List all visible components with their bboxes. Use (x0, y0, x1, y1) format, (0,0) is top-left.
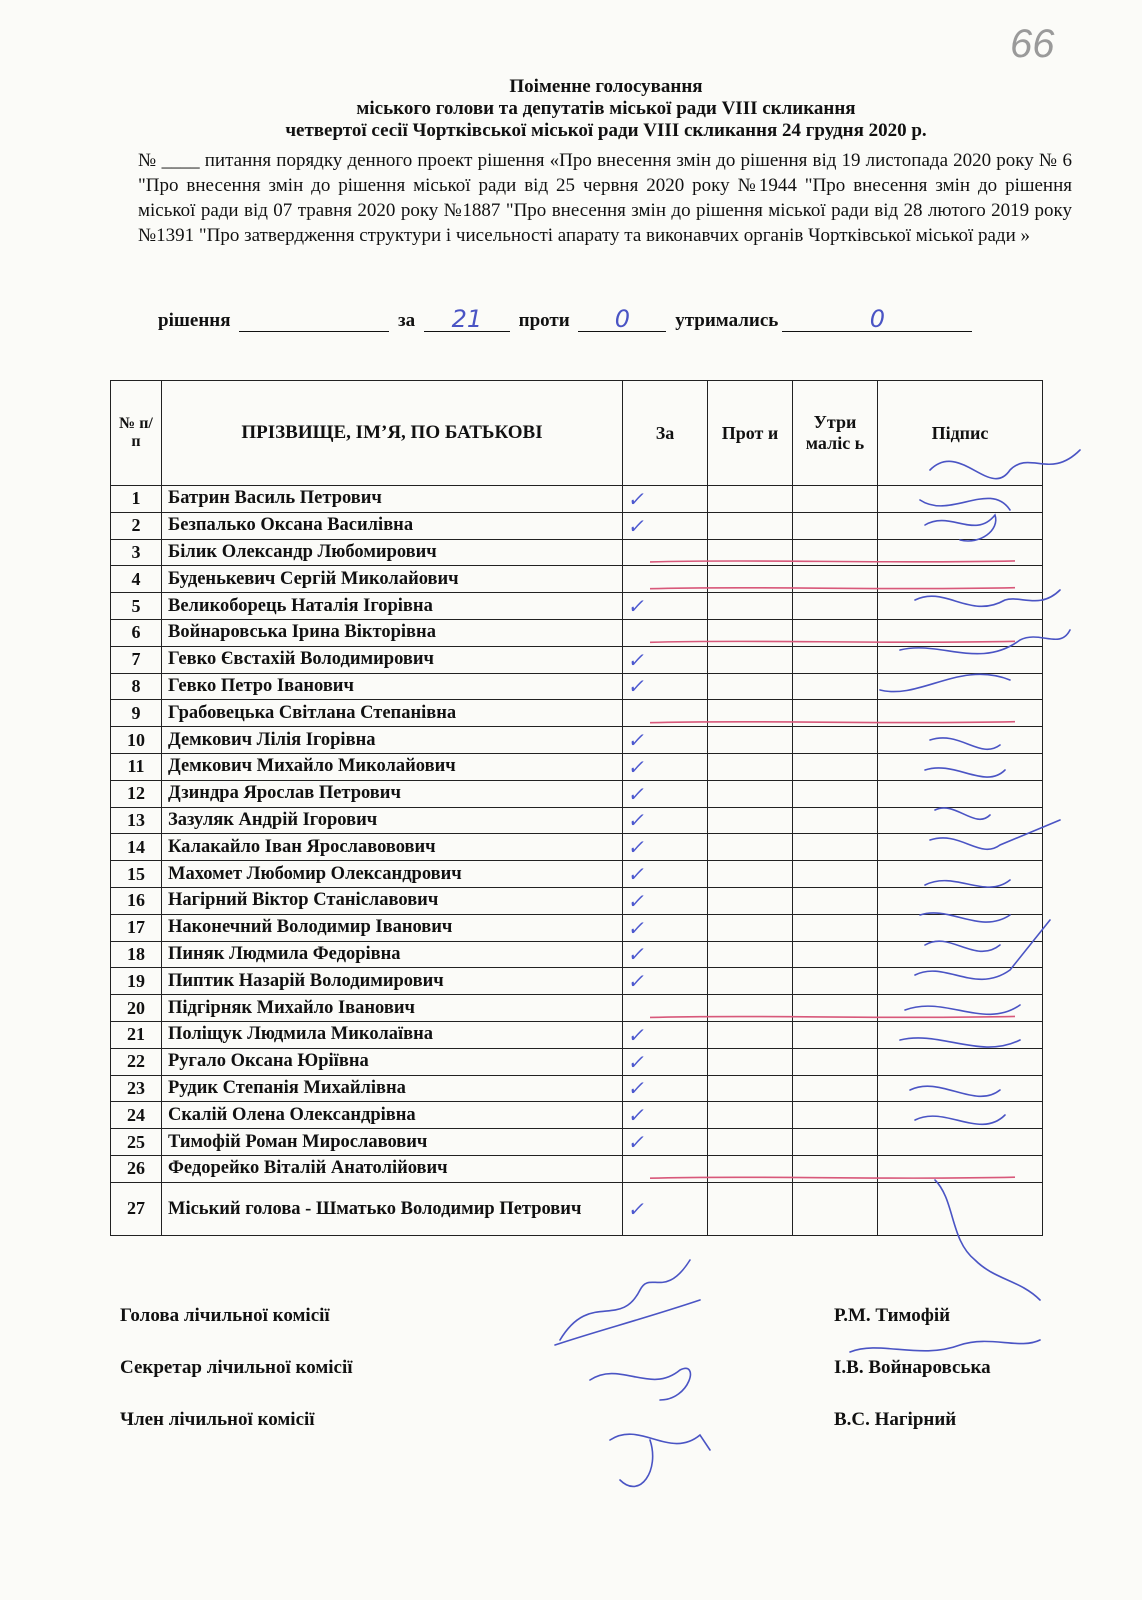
row-for-cell (623, 995, 708, 1022)
row-number: 12 (111, 780, 162, 807)
commission-role: Секретар лічильної комісії (120, 1357, 353, 1378)
row-abstain-cell (793, 1048, 878, 1075)
row-abstain-cell (793, 619, 878, 646)
row-against-cell (708, 887, 793, 914)
row-signature-cell (878, 486, 1043, 513)
row-against-cell (708, 1129, 793, 1156)
row-against-cell (708, 914, 793, 941)
row-signature-cell (878, 1182, 1043, 1235)
checkmark-icon: ✓ (626, 942, 649, 967)
checkmark-icon: ✓ (626, 835, 649, 860)
row-abstain-cell (793, 780, 878, 807)
row-name: Скалій Олена Олександрівна (162, 1102, 623, 1129)
decision-label: рішення (158, 310, 231, 331)
row-name: Федорейко Віталій Анатолійович (162, 1155, 623, 1182)
table-row (111, 593, 1043, 620)
table-row (111, 512, 1043, 539)
table-row (111, 727, 1043, 754)
row-name: Буденькевич Сергій Миколайович (162, 566, 623, 593)
table-row (111, 834, 1043, 861)
header-title: Поіменне голосування (509, 76, 703, 97)
row-abstain-cell (793, 646, 878, 673)
commission-row (120, 1357, 1020, 1409)
row-number: 24 (111, 1102, 162, 1129)
for-count-value: 21 (451, 305, 483, 333)
checkmark-icon: ✓ (626, 1049, 649, 1074)
row-number: 13 (111, 807, 162, 834)
table-row (111, 700, 1043, 727)
row-number: 17 (111, 914, 162, 941)
table-row (111, 619, 1043, 646)
row-name: Наконечний Володимир Іванович (162, 914, 623, 941)
commission-person: І.В. Войнаровська (834, 1357, 991, 1378)
row-against-cell (708, 807, 793, 834)
row-against-cell (708, 593, 793, 620)
row-number: 16 (111, 887, 162, 914)
row-number: 6 (111, 619, 162, 646)
row-signature-cell (878, 968, 1043, 995)
row-for-cell (623, 646, 708, 673)
roll-call-table (110, 380, 1043, 1236)
row-signature-cell (878, 887, 1043, 914)
row-against-cell (708, 1075, 793, 1102)
checkmark-icon: ✓ (626, 1103, 649, 1128)
for-count-field (424, 305, 510, 333)
row-for-cell (623, 593, 708, 620)
commission-row (120, 1409, 1020, 1461)
row-number: 2 (111, 512, 162, 539)
commission-row (120, 1305, 1020, 1357)
row-signature-cell (878, 593, 1043, 620)
row-against-cell (708, 968, 793, 995)
checkmark-icon: ✓ (626, 781, 649, 806)
row-signature-cell (878, 834, 1043, 861)
row-name: Нагірний Віктор Станіславович (162, 887, 623, 914)
header-against: Прот и (708, 381, 793, 486)
row-abstain-cell (793, 1182, 878, 1235)
row-number: 3 (111, 539, 162, 566)
table-row (111, 1048, 1043, 1075)
row-signature-cell (878, 780, 1043, 807)
row-signature-cell (878, 539, 1043, 566)
table-row (111, 646, 1043, 673)
row-number: 14 (111, 834, 162, 861)
row-for-cell (623, 1102, 708, 1129)
row-number: 15 (111, 861, 162, 888)
row-against-cell (708, 834, 793, 861)
row-signature-cell (878, 646, 1043, 673)
row-name: Рудик Степанія Михайлівна (162, 1075, 623, 1102)
table-row (111, 995, 1043, 1022)
row-against-cell (708, 995, 793, 1022)
checkmark-icon: ✓ (626, 969, 649, 994)
table-row (111, 941, 1043, 968)
against-label: проти (518, 310, 570, 331)
checkmark-icon: ✓ (626, 1196, 649, 1221)
decision-blank (239, 311, 389, 332)
checkmark-icon: ✓ (626, 862, 649, 887)
abstained-label: утримались (675, 310, 779, 331)
table-row (111, 1021, 1043, 1048)
table-row (111, 1102, 1043, 1129)
row-signature-cell (878, 566, 1043, 593)
row-signature-cell (878, 1102, 1043, 1129)
row-name: Дзиндра Ярослав Петрович (162, 780, 623, 807)
row-for-cell (623, 700, 708, 727)
row-name: Гевко Петро Іванович (162, 673, 623, 700)
row-for-cell (623, 834, 708, 861)
row-name: Войнаровська Ірина Вікторівна (162, 619, 623, 646)
row-against-cell (708, 486, 793, 513)
row-number: 7 (111, 646, 162, 673)
row-number: 20 (111, 995, 162, 1022)
checkmark-icon: ✓ (626, 594, 649, 619)
row-name: Демкович Михайло Миколайович (162, 753, 623, 780)
row-against-cell (708, 646, 793, 673)
row-for-cell (623, 914, 708, 941)
archive-page-number: 66 (1010, 22, 1055, 66)
table-row (111, 968, 1043, 995)
row-signature-cell (878, 1048, 1043, 1075)
commission-person: В.С. Нагірний (834, 1409, 957, 1430)
checkmark-icon: ✓ (626, 1022, 649, 1047)
row-for-cell (623, 968, 708, 995)
table-row (111, 753, 1043, 780)
for-label: за (398, 310, 416, 331)
counting-commission (120, 1305, 1020, 1461)
row-against-cell (708, 727, 793, 754)
row-against-cell (708, 1182, 793, 1235)
checkmark-icon: ✓ (626, 754, 649, 779)
table-row (111, 673, 1043, 700)
against-count-field (578, 305, 666, 333)
table-body (111, 486, 1043, 1236)
table-row (111, 566, 1043, 593)
table-row (111, 807, 1043, 834)
row-abstain-cell (793, 1102, 878, 1129)
row-abstain-cell (793, 593, 878, 620)
row-number: 18 (111, 941, 162, 968)
row-name: Гевко Євстахій Володимирович (162, 646, 623, 673)
agenda-item-text: № ____ питання порядку денного проект рішення «Про внесення змін до рішення від 19 листопада 2020 року № 6 "Про внесення змін до рішення міської ради від 25 червня 2020 року №1944 "Про внесення змін до рішення міської ради від 07 травня 2020 року №1887 "Про внесення змін до рішення міської ради від 28 лютого 2019 року №1391 "Про затвердження структури і чисельності апарату та виконавчих органів Чортківської міської ради » (138, 150, 1072, 246)
checkmark-icon: ✓ (626, 1130, 649, 1155)
checkmark-icon: ✓ (626, 888, 649, 913)
row-against-cell (708, 861, 793, 888)
row-abstain-cell (793, 941, 878, 968)
row-number: 27 (111, 1182, 162, 1235)
row-number: 23 (111, 1075, 162, 1102)
checkmark-icon: ✓ (626, 647, 649, 672)
row-name: Пиняк Людмила Федорівна (162, 941, 623, 968)
row-number: 11 (111, 753, 162, 780)
table-row (111, 887, 1043, 914)
table-row (111, 1182, 1043, 1235)
header-num: № п/п (111, 381, 162, 486)
row-name: Тимофій Роман Мирославович (162, 1129, 623, 1156)
row-for-cell (623, 1075, 708, 1102)
row-number: 19 (111, 968, 162, 995)
row-for-cell (623, 807, 708, 834)
header-abstain: Утри маліс ь (793, 381, 878, 486)
row-abstain-cell (793, 807, 878, 834)
row-signature-cell (878, 512, 1043, 539)
checkmark-icon: ✓ (626, 513, 649, 538)
row-name: Білик Олександр Любомирович (162, 539, 623, 566)
row-number: 9 (111, 700, 162, 727)
header-subtitle: міського голови та депутатів міської ради VIII скликання (356, 98, 856, 119)
row-number: 22 (111, 1048, 162, 1075)
checkmark-icon: ✓ (626, 915, 649, 940)
row-signature-cell (878, 941, 1043, 968)
row-abstain-cell (793, 1021, 878, 1048)
against-count-value: 0 (614, 305, 631, 333)
row-name: Великоборець Наталія Ігорівна (162, 593, 623, 620)
row-name: Підгірняк Михайло Іванович (162, 995, 623, 1022)
row-against-cell (708, 941, 793, 968)
decision-summary (158, 305, 1058, 333)
row-against-cell (708, 700, 793, 727)
row-signature-cell (878, 807, 1043, 834)
checkmark-icon: ✓ (626, 486, 649, 511)
row-abstain-cell (793, 834, 878, 861)
row-signature-cell (878, 619, 1043, 646)
row-abstain-cell (793, 1075, 878, 1102)
row-number: 25 (111, 1129, 162, 1156)
row-abstain-cell (793, 512, 878, 539)
row-name: Безпалько Оксана Василівна (162, 512, 623, 539)
row-for-cell (623, 861, 708, 888)
abstained-count-field (782, 305, 972, 333)
commission-person: Р.М. Тимофій (834, 1305, 951, 1326)
row-for-cell (623, 1182, 708, 1235)
row-number: 10 (111, 727, 162, 754)
row-abstain-cell (793, 861, 878, 888)
row-name: Зазуляк Андрій Ігорович (162, 807, 623, 834)
row-for-cell (623, 486, 708, 513)
table-row (111, 914, 1043, 941)
row-for-cell (623, 727, 708, 754)
commission-role: Член лічильної комісії (120, 1409, 315, 1430)
row-for-cell (623, 619, 708, 646)
row-signature-cell (878, 995, 1043, 1022)
header-for: За (623, 381, 708, 486)
table-row (111, 1075, 1043, 1102)
commission-role: Голова лічильної комісії (120, 1305, 330, 1326)
row-signature-cell (878, 753, 1043, 780)
row-for-cell (623, 1048, 708, 1075)
row-for-cell (623, 780, 708, 807)
row-for-cell (623, 512, 708, 539)
table-row (111, 486, 1043, 513)
row-abstain-cell (793, 1129, 878, 1156)
row-abstain-cell (793, 968, 878, 995)
row-abstain-cell (793, 1155, 878, 1182)
abstained-count-value: 0 (869, 305, 885, 333)
row-signature-cell (878, 914, 1043, 941)
row-abstain-cell (793, 566, 878, 593)
row-for-cell (623, 1021, 708, 1048)
row-abstain-cell (793, 995, 878, 1022)
row-against-cell (708, 1021, 793, 1048)
header-session: четвертої сесії Чортківської міської ради VIII скликання 24 грудня 2020 р. (285, 120, 927, 141)
row-abstain-cell (793, 887, 878, 914)
header-signature: Підпис (878, 381, 1043, 486)
checkmark-icon: ✓ (626, 728, 649, 753)
row-for-cell (623, 1129, 708, 1156)
row-against-cell (708, 1048, 793, 1075)
row-signature-cell (878, 1075, 1043, 1102)
row-for-cell (623, 753, 708, 780)
row-number: 5 (111, 593, 162, 620)
row-name: Ругало Оксана Юріївна (162, 1048, 623, 1075)
row-name: Міський голова - Шматько Володимир Петрович (162, 1182, 623, 1235)
row-for-cell (623, 539, 708, 566)
row-for-cell (623, 887, 708, 914)
row-for-cell (623, 566, 708, 593)
row-name: Пиптик Назарій Володимирович (162, 968, 623, 995)
row-name: Поліщук Людмила Миколаївна (162, 1021, 623, 1048)
row-signature-cell (878, 1021, 1043, 1048)
row-for-cell (623, 673, 708, 700)
row-abstain-cell (793, 753, 878, 780)
row-name: Калакайло Іван Ярославовович (162, 834, 623, 861)
row-signature-cell (878, 861, 1043, 888)
row-abstain-cell (793, 700, 878, 727)
row-number: 4 (111, 566, 162, 593)
table-row (111, 539, 1043, 566)
checkmark-icon: ✓ (626, 808, 649, 833)
table-row (111, 1155, 1043, 1182)
row-name: Грабовецька Світлана Степанівна (162, 700, 623, 727)
row-abstain-cell (793, 914, 878, 941)
row-against-cell (708, 1102, 793, 1129)
row-against-cell (708, 780, 793, 807)
checkmark-icon: ✓ (626, 674, 649, 699)
row-for-cell (623, 941, 708, 968)
row-against-cell (708, 673, 793, 700)
row-number: 1 (111, 486, 162, 513)
row-against-cell (708, 539, 793, 566)
row-for-cell (623, 1155, 708, 1182)
document-header (138, 76, 1074, 142)
row-abstain-cell (793, 727, 878, 754)
header-name: ПРІЗВИЩЕ, ІМ’Я, ПО БАТЬКОВІ (162, 381, 623, 486)
row-number: 21 (111, 1021, 162, 1048)
table-row (111, 1129, 1043, 1156)
row-name: Демкович Лілія Ігорівна (162, 727, 623, 754)
row-against-cell (708, 512, 793, 539)
row-against-cell (708, 566, 793, 593)
row-signature-cell (878, 673, 1043, 700)
checkmark-icon: ✓ (626, 1076, 649, 1101)
row-name: Батрин Василь Петрович (162, 486, 623, 513)
row-name: Махомет Любомир Олександрович (162, 861, 623, 888)
row-abstain-cell (793, 539, 878, 566)
row-number: 26 (111, 1155, 162, 1182)
row-against-cell (708, 753, 793, 780)
row-signature-cell (878, 1129, 1043, 1156)
row-signature-cell (878, 727, 1043, 754)
row-abstain-cell (793, 486, 878, 513)
table-row (111, 780, 1043, 807)
row-against-cell (708, 1155, 793, 1182)
row-abstain-cell (793, 673, 878, 700)
row-signature-cell (878, 700, 1043, 727)
row-against-cell (708, 619, 793, 646)
row-number: 8 (111, 673, 162, 700)
row-signature-cell (878, 1155, 1043, 1182)
table-row (111, 861, 1043, 888)
table-header-row (111, 381, 1043, 486)
